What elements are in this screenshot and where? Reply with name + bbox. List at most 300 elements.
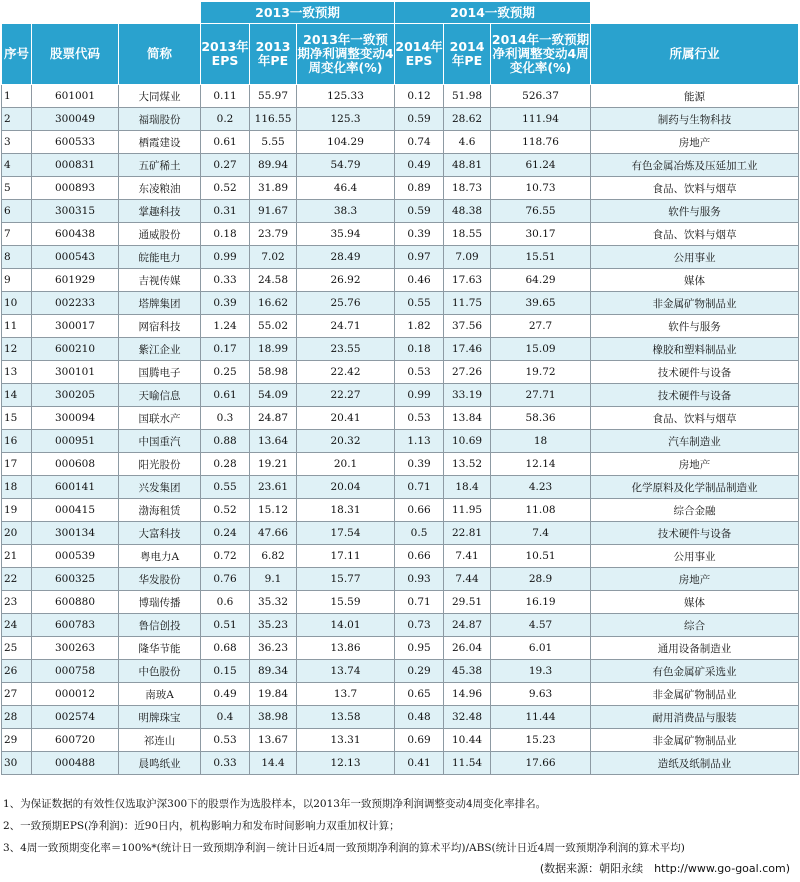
cell-chg2013: 20.1 (297, 453, 395, 476)
table-row (2, 568, 799, 591)
cell-chg2014: 15.23 (491, 729, 591, 752)
cell-chg2014: 4.23 (491, 476, 591, 499)
table-header (2, 2, 799, 85)
cell-eps2014: 0.55 (395, 292, 444, 315)
cell-eps2013: 0.55 (201, 476, 250, 499)
cell-pe2013: 24.58 (250, 269, 297, 292)
table-row (2, 292, 799, 315)
cell-chg2014: 30.17 (491, 223, 591, 246)
cell-pe2014: 26.04 (444, 637, 491, 660)
cell-pe2013: 13.67 (250, 729, 297, 752)
cell-eps2014: 0.39 (395, 223, 444, 246)
cell-industry: 非金属矿物制品业 (591, 292, 799, 315)
cell-chg2013: 35.94 (297, 223, 395, 246)
cell-chg2014: 11.44 (491, 706, 591, 729)
cell-pe2013: 13.64 (250, 430, 297, 453)
cell-chg2014: 11.08 (491, 499, 591, 522)
cell-no: 29 (2, 729, 32, 752)
cell-chg2013: 20.04 (297, 476, 395, 499)
cell-no: 9 (2, 269, 32, 292)
header-group-2014: 2014一致预期 (395, 2, 591, 24)
cell-code: 002233 (32, 292, 119, 315)
cell-name: 掌趣科技 (119, 200, 201, 223)
cell-code: 000012 (32, 683, 119, 706)
cell-industry: 非金属矿物制品业 (591, 683, 799, 706)
cell-chg2013: 104.29 (297, 131, 395, 154)
cell-no: 13 (2, 361, 32, 384)
cell-eps2013: 0.15 (201, 660, 250, 683)
cell-eps2013: 0.18 (201, 223, 250, 246)
cell-no: 22 (2, 568, 32, 591)
cell-pe2013: 35.23 (250, 614, 297, 637)
cell-no: 7 (2, 223, 32, 246)
cell-chg2014: 76.55 (491, 200, 591, 223)
cell-pe2014: 51.98 (444, 85, 491, 108)
cell-pe2014: 11.95 (444, 499, 491, 522)
cell-pe2013: 38.98 (250, 706, 297, 729)
cell-eps2013: 0.33 (201, 752, 250, 775)
cell-name: 天喻信息 (119, 384, 201, 407)
cell-chg2013: 12.13 (297, 752, 395, 775)
cell-name: 粤电力A (119, 545, 201, 568)
cell-code: 002574 (32, 706, 119, 729)
footnote-2: 2、一致预期EPS(净利润)：近90日内，机构影响力和发布时间影响力双重加权计算； (3, 820, 400, 832)
cell-chg2014: 111.94 (491, 108, 591, 131)
cell-pe2013: 58.98 (250, 361, 297, 384)
table-row (2, 315, 799, 338)
cell-eps2014: 0.49 (395, 154, 444, 177)
cell-eps2013: 0.2 (201, 108, 250, 131)
cell-eps2013: 0.88 (201, 430, 250, 453)
cell-pe2014: 13.84 (444, 407, 491, 430)
cell-pe2014: 48.38 (444, 200, 491, 223)
cell-name: 明牌珠宝 (119, 706, 201, 729)
table-row (2, 108, 799, 131)
cell-eps2013: 0.4 (201, 706, 250, 729)
cell-eps2014: 0.99 (395, 384, 444, 407)
cell-code: 000758 (32, 660, 119, 683)
cell-chg2014: 64.29 (491, 269, 591, 292)
table-row (2, 177, 799, 200)
cell-no: 3 (2, 131, 32, 154)
cell-name: 通威股份 (119, 223, 201, 246)
cell-code: 300315 (32, 200, 119, 223)
cell-no: 10 (2, 292, 32, 315)
cell-pe2013: 89.94 (250, 154, 297, 177)
cell-chg2013: 17.11 (297, 545, 395, 568)
cell-no: 12 (2, 338, 32, 361)
cell-pe2014: 18.4 (444, 476, 491, 499)
cell-pe2014: 45.38 (444, 660, 491, 683)
cell-code: 000608 (32, 453, 119, 476)
cell-code: 600880 (32, 591, 119, 614)
cell-name: 五矿稀土 (119, 154, 201, 177)
cell-name: 大富科技 (119, 522, 201, 545)
cell-industry: 通用设备制造业 (591, 637, 799, 660)
cell-name: 鲁信创投 (119, 614, 201, 637)
cell-chg2014: 18 (491, 430, 591, 453)
cell-industry: 食品、饮料与烟草 (591, 407, 799, 430)
cell-pe2014: 17.46 (444, 338, 491, 361)
cell-no: 6 (2, 200, 32, 223)
cell-eps2014: 0.12 (395, 85, 444, 108)
cell-eps2014: 0.39 (395, 453, 444, 476)
header-spacer (2, 2, 201, 24)
cell-chg2013: 15.59 (297, 591, 395, 614)
cell-name: 国腾电子 (119, 361, 201, 384)
cell-industry: 化学原料及化学制品制造业 (591, 476, 799, 499)
cell-name: 渤海租赁 (119, 499, 201, 522)
cell-name: 塔牌集团 (119, 292, 201, 315)
cell-name: 晨鸣纸业 (119, 752, 201, 775)
cell-code: 000543 (32, 246, 119, 269)
header-eps2014: 2014年EPS (395, 24, 444, 85)
cell-code: 600533 (32, 131, 119, 154)
cell-pe2014: 28.62 (444, 108, 491, 131)
cell-pe2014: 48.81 (444, 154, 491, 177)
cell-eps2014: 0.71 (395, 591, 444, 614)
cell-chg2014: 10.51 (491, 545, 591, 568)
cell-pe2014: 11.75 (444, 292, 491, 315)
cell-industry: 公用事业 (591, 246, 799, 269)
cell-pe2013: 18.99 (250, 338, 297, 361)
cell-chg2014: 15.09 (491, 338, 591, 361)
cell-pe2014: 18.73 (444, 177, 491, 200)
cell-eps2014: 0.69 (395, 729, 444, 752)
cell-no: 28 (2, 706, 32, 729)
stock-table (1, 1, 799, 775)
table-row (2, 499, 799, 522)
cell-pe2014: 7.09 (444, 246, 491, 269)
cell-pe2014: 10.44 (444, 729, 491, 752)
cell-chg2013: 13.86 (297, 637, 395, 660)
cell-pe2013: 36.23 (250, 637, 297, 660)
cell-chg2013: 22.42 (297, 361, 395, 384)
cell-pe2014: 29.51 (444, 591, 491, 614)
cell-chg2013: 125.33 (297, 85, 395, 108)
cell-eps2013: 0.49 (201, 683, 250, 706)
cell-industry: 能源 (591, 85, 799, 108)
cell-pe2014: 32.48 (444, 706, 491, 729)
cell-name: 中国重汽 (119, 430, 201, 453)
cell-code: 300205 (32, 384, 119, 407)
table-body (2, 85, 799, 775)
cell-pe2014: 22.81 (444, 522, 491, 545)
cell-eps2013: 0.27 (201, 154, 250, 177)
cell-pe2013: 14.4 (250, 752, 297, 775)
cell-name: 紫江企业 (119, 338, 201, 361)
cell-chg2014: 526.37 (491, 85, 591, 108)
cell-code: 600783 (32, 614, 119, 637)
cell-name: 国联水产 (119, 407, 201, 430)
cell-industry: 房地产 (591, 453, 799, 476)
cell-chg2013: 38.3 (297, 200, 395, 223)
cell-code: 000951 (32, 430, 119, 453)
cell-eps2014: 0.97 (395, 246, 444, 269)
cell-eps2014: 0.46 (395, 269, 444, 292)
cell-eps2014: 0.53 (395, 361, 444, 384)
header-name: 简称 (119, 24, 201, 85)
cell-name: 隆华节能 (119, 637, 201, 660)
cell-industry: 媒体 (591, 591, 799, 614)
cell-pe2014: 10.69 (444, 430, 491, 453)
cell-pe2014: 37.56 (444, 315, 491, 338)
cell-code: 300094 (32, 407, 119, 430)
table-row (2, 660, 799, 683)
cell-chg2014: 58.36 (491, 407, 591, 430)
cell-eps2014: 0.53 (395, 407, 444, 430)
cell-no: 18 (2, 476, 32, 499)
cell-chg2013: 28.49 (297, 246, 395, 269)
cell-eps2013: 0.25 (201, 361, 250, 384)
cell-code: 601001 (32, 85, 119, 108)
cell-no: 2 (2, 108, 32, 131)
cell-eps2013: 0.61 (201, 131, 250, 154)
cell-chg2013: 25.76 (297, 292, 395, 315)
table-row (2, 154, 799, 177)
cell-no: 16 (2, 430, 32, 453)
table-row (2, 85, 799, 108)
cell-name: 皖能电力 (119, 246, 201, 269)
cell-name: 福瑞股份 (119, 108, 201, 131)
cell-chg2014: 7.4 (491, 522, 591, 545)
cell-code: 601929 (32, 269, 119, 292)
cell-eps2014: 0.5 (395, 522, 444, 545)
cell-eps2013: 0.61 (201, 384, 250, 407)
header-chg2014: 2014年一致预期净利调整变动4周变化率(%) (491, 24, 591, 85)
cell-eps2014: 0.74 (395, 131, 444, 154)
cell-chg2013: 24.71 (297, 315, 395, 338)
cell-chg2013: 20.41 (297, 407, 395, 430)
cell-no: 14 (2, 384, 32, 407)
cell-code: 300134 (32, 522, 119, 545)
cell-no: 11 (2, 315, 32, 338)
cell-name: 祁连山 (119, 729, 201, 752)
header-no: 序号 (2, 24, 32, 85)
cell-pe2013: 55.02 (250, 315, 297, 338)
cell-code: 300049 (32, 108, 119, 131)
cell-pe2013: 7.02 (250, 246, 297, 269)
cell-eps2013: 0.24 (201, 522, 250, 545)
cell-chg2014: 6.01 (491, 637, 591, 660)
cell-chg2013: 13.74 (297, 660, 395, 683)
cell-pe2013: 91.67 (250, 200, 297, 223)
cell-eps2014: 0.59 (395, 200, 444, 223)
cell-eps2013: 0.39 (201, 292, 250, 315)
cell-code: 600325 (32, 568, 119, 591)
cell-code: 600210 (32, 338, 119, 361)
cell-chg2014: 19.3 (491, 660, 591, 683)
footnotes (3, 793, 798, 859)
cell-eps2013: 0.76 (201, 568, 250, 591)
header-industry: 所属行业 (591, 24, 799, 85)
table-row (2, 361, 799, 384)
cell-pe2014: 13.52 (444, 453, 491, 476)
cell-pe2013: 9.1 (250, 568, 297, 591)
cell-no: 30 (2, 752, 32, 775)
cell-eps2014: 0.95 (395, 637, 444, 660)
data-source: (数据来源：朝阳永续 http://www.go-goal.com) (539, 862, 790, 875)
cell-chg2013: 15.77 (297, 568, 395, 591)
cell-name: 大同煤业 (119, 85, 201, 108)
cell-code: 000831 (32, 154, 119, 177)
cell-industry: 技术硬件与设备 (591, 522, 799, 545)
cell-chg2014: 118.76 (491, 131, 591, 154)
header-chg2013: 2013年一致预期净利调整变动4周变化率(%) (297, 24, 395, 85)
header-eps2013: 2013年EPS (201, 24, 250, 85)
cell-no: 15 (2, 407, 32, 430)
cell-pe2013: 23.61 (250, 476, 297, 499)
cell-chg2013: 26.92 (297, 269, 395, 292)
cell-pe2014: 11.54 (444, 752, 491, 775)
cell-name: 兴发集团 (119, 476, 201, 499)
cell-name: 中色股份 (119, 660, 201, 683)
cell-pe2013: 24.87 (250, 407, 297, 430)
cell-eps2013: 0.52 (201, 499, 250, 522)
cell-name: 栖霞建设 (119, 131, 201, 154)
cell-chg2014: 61.24 (491, 154, 591, 177)
table-row (2, 338, 799, 361)
table-row (2, 706, 799, 729)
cell-eps2013: 0.99 (201, 246, 250, 269)
cell-no: 20 (2, 522, 32, 545)
cell-chg2014: 17.66 (491, 752, 591, 775)
cell-pe2013: 47.66 (250, 522, 297, 545)
cell-eps2014: 0.65 (395, 683, 444, 706)
cell-eps2014: 0.73 (395, 614, 444, 637)
cell-eps2014: 0.29 (395, 660, 444, 683)
cell-chg2013: 22.27 (297, 384, 395, 407)
header-spacer-right (591, 2, 799, 24)
table-row (2, 752, 799, 775)
footnote-1: 1、为保证数据的有效性仅选取沪深300下的股票作为选股样本，以2013年一致预期净利润调整变动4周变化率排名。 (3, 798, 547, 810)
cell-industry: 技术硬件与设备 (591, 384, 799, 407)
cell-chg2014: 10.73 (491, 177, 591, 200)
cell-pe2014: 33.19 (444, 384, 491, 407)
cell-pe2014: 4.6 (444, 131, 491, 154)
cell-no: 21 (2, 545, 32, 568)
table-row (2, 430, 799, 453)
cell-chg2013: 14.01 (297, 614, 395, 637)
cell-eps2013: 0.17 (201, 338, 250, 361)
cell-eps2014: 0.59 (395, 108, 444, 131)
cell-pe2014: 24.87 (444, 614, 491, 637)
cell-no: 4 (2, 154, 32, 177)
cell-eps2014: 1.13 (395, 430, 444, 453)
cell-pe2013: 23.79 (250, 223, 297, 246)
table-row (2, 131, 799, 154)
cell-chg2013: 13.58 (297, 706, 395, 729)
cell-eps2013: 0.33 (201, 269, 250, 292)
cell-code: 300101 (32, 361, 119, 384)
cell-pe2013: 54.09 (250, 384, 297, 407)
cell-chg2013: 54.79 (297, 154, 395, 177)
cell-industry: 软件与服务 (591, 315, 799, 338)
cell-industry: 造纸及纸制品业 (591, 752, 799, 775)
cell-industry: 综合金融 (591, 499, 799, 522)
table-row (2, 614, 799, 637)
cell-chg2013: 13.31 (297, 729, 395, 752)
cell-eps2014: 0.93 (395, 568, 444, 591)
cell-eps2014: 0.89 (395, 177, 444, 200)
cell-industry: 食品、饮料与烟草 (591, 223, 799, 246)
cell-pe2014: 18.55 (444, 223, 491, 246)
cell-chg2014: 9.63 (491, 683, 591, 706)
cell-pe2013: 6.82 (250, 545, 297, 568)
cell-pe2013: 35.32 (250, 591, 297, 614)
table-row (2, 200, 799, 223)
cell-pe2014: 27.26 (444, 361, 491, 384)
cell-no: 26 (2, 660, 32, 683)
cell-eps2013: 0.52 (201, 177, 250, 200)
cell-industry: 公用事业 (591, 545, 799, 568)
cell-pe2014: 17.63 (444, 269, 491, 292)
table-row (2, 591, 799, 614)
cell-eps2013: 0.11 (201, 85, 250, 108)
cell-pe2014: 14.96 (444, 683, 491, 706)
cell-name: 阳光股份 (119, 453, 201, 476)
cell-chg2014: 4.57 (491, 614, 591, 637)
cell-code: 600438 (32, 223, 119, 246)
cell-chg2013: 23.55 (297, 338, 395, 361)
cell-code: 000488 (32, 752, 119, 775)
cell-pe2014: 7.41 (444, 545, 491, 568)
header-code: 股票代码 (32, 24, 119, 85)
table-row (2, 246, 799, 269)
cell-no: 19 (2, 499, 32, 522)
cell-eps2013: 0.6 (201, 591, 250, 614)
cell-pe2013: 116.55 (250, 108, 297, 131)
cell-eps2013: 0.72 (201, 545, 250, 568)
cell-eps2013: 0.53 (201, 729, 250, 752)
cell-industry: 技术硬件与设备 (591, 361, 799, 384)
cell-code: 300263 (32, 637, 119, 660)
cell-industry: 软件与服务 (591, 200, 799, 223)
cell-code: 600720 (32, 729, 119, 752)
cell-name: 华发股份 (119, 568, 201, 591)
cell-eps2013: 0.31 (201, 200, 250, 223)
cell-no: 8 (2, 246, 32, 269)
cell-pe2013: 19.84 (250, 683, 297, 706)
cell-name: 博瑞传播 (119, 591, 201, 614)
table-row (2, 522, 799, 545)
table-row (2, 637, 799, 660)
table-row (2, 223, 799, 246)
cell-pe2013: 89.34 (250, 660, 297, 683)
cell-industry: 房地产 (591, 131, 799, 154)
cell-eps2014: 0.18 (395, 338, 444, 361)
cell-code: 600141 (32, 476, 119, 499)
cell-chg2014: 39.65 (491, 292, 591, 315)
cell-eps2014: 0.66 (395, 499, 444, 522)
header-group-2013: 2013一致预期 (201, 2, 395, 24)
cell-eps2014: 0.71 (395, 476, 444, 499)
cell-chg2014: 27.7 (491, 315, 591, 338)
cell-eps2013: 0.51 (201, 614, 250, 637)
cell-eps2014: 0.41 (395, 752, 444, 775)
cell-chg2014: 16.19 (491, 591, 591, 614)
cell-chg2013: 125.3 (297, 108, 395, 131)
cell-chg2013: 18.31 (297, 499, 395, 522)
cell-chg2014: 15.51 (491, 246, 591, 269)
cell-name: 南玻A (119, 683, 201, 706)
cell-industry: 橡胶和塑料制品业 (591, 338, 799, 361)
cell-code: 300017 (32, 315, 119, 338)
cell-eps2013: 1.24 (201, 315, 250, 338)
cell-no: 24 (2, 614, 32, 637)
cell-name: 东凌粮油 (119, 177, 201, 200)
cell-pe2013: 55.97 (250, 85, 297, 108)
